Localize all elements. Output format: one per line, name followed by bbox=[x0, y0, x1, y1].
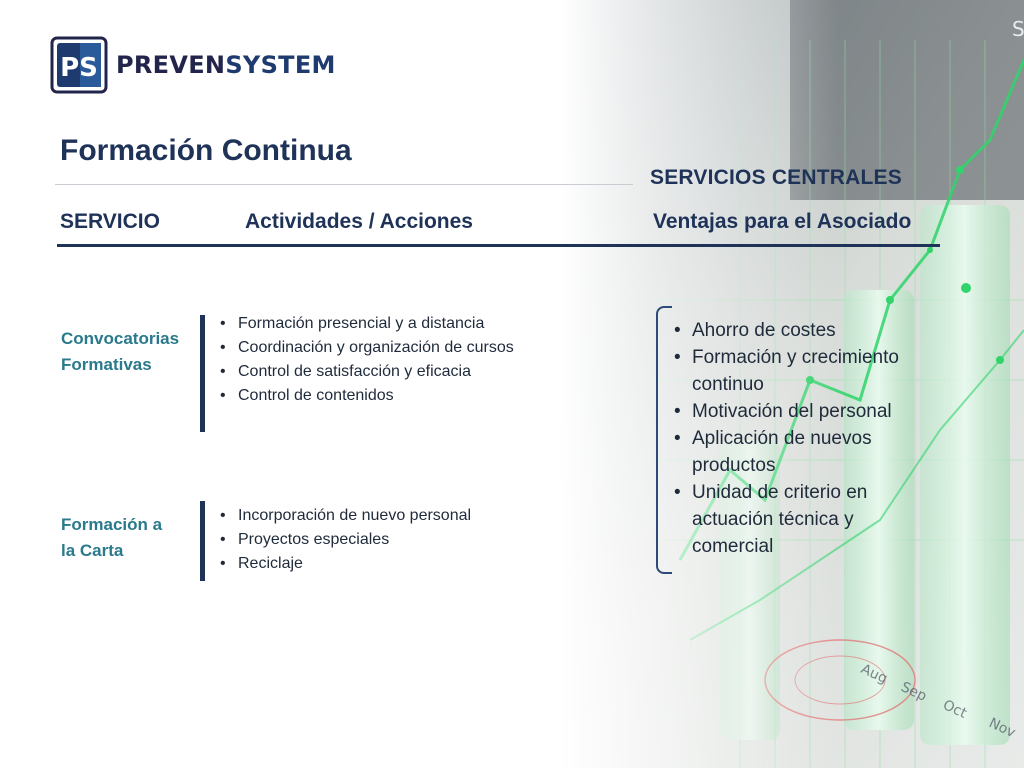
brand-name-part1: PREVEN bbox=[116, 51, 226, 79]
service-label bbox=[61, 326, 179, 378]
list-item: • Motivación del personal bbox=[672, 398, 932, 425]
advantages-list bbox=[672, 317, 932, 560]
page-title: Formación Continua bbox=[60, 134, 352, 167]
service-bar bbox=[200, 315, 205, 432]
list-item: • Reciclaje bbox=[218, 552, 471, 576]
brand-name-part2: SYSTEM bbox=[225, 51, 336, 79]
column-header-actions: Actividades / Acciones bbox=[245, 210, 473, 233]
list-item: • Unidad de criterio en actuación técnica y comercial bbox=[672, 479, 932, 560]
column-header-advantages: Ventajas para el Asociado bbox=[653, 210, 912, 233]
list-item: • Formación presencial y a distancia bbox=[218, 312, 514, 336]
logo-mark-text: PS bbox=[60, 53, 98, 83]
list-item: • Proyectos especiales bbox=[218, 528, 471, 552]
list-item: • Ahorro de costes bbox=[672, 317, 932, 344]
brand-logo bbox=[50, 36, 336, 94]
service-label-line: la Carta bbox=[61, 541, 124, 560]
advantages-bracket bbox=[656, 306, 672, 574]
service-label-line: Convocatorias bbox=[61, 329, 180, 348]
service-bar bbox=[200, 501, 205, 581]
list-item: • Coordinación y organización de cursos bbox=[218, 336, 514, 360]
column-header-service: SERVICIO bbox=[60, 210, 160, 233]
list-item: • Incorporación de nuevo personal bbox=[218, 504, 471, 528]
service-label-line: Formativas bbox=[61, 355, 152, 374]
actions-list bbox=[218, 312, 514, 408]
brand-name bbox=[116, 51, 336, 79]
service-label bbox=[61, 512, 162, 564]
list-item: • Control de contenidos bbox=[218, 384, 514, 408]
list-item: • Control de satisfacción y eficacia bbox=[218, 360, 514, 384]
actions-list bbox=[218, 504, 471, 576]
header-divider bbox=[57, 244, 940, 247]
ps-logo-icon bbox=[50, 36, 108, 94]
title-divider bbox=[55, 184, 633, 185]
section-subtitle: SERVICIOS CENTRALES bbox=[650, 166, 902, 189]
list-item: • Aplicación de nuevos productos bbox=[672, 425, 932, 479]
list-item: • Formación y crecimiento continuo bbox=[672, 344, 932, 398]
service-label-line: Formación a bbox=[61, 515, 163, 534]
